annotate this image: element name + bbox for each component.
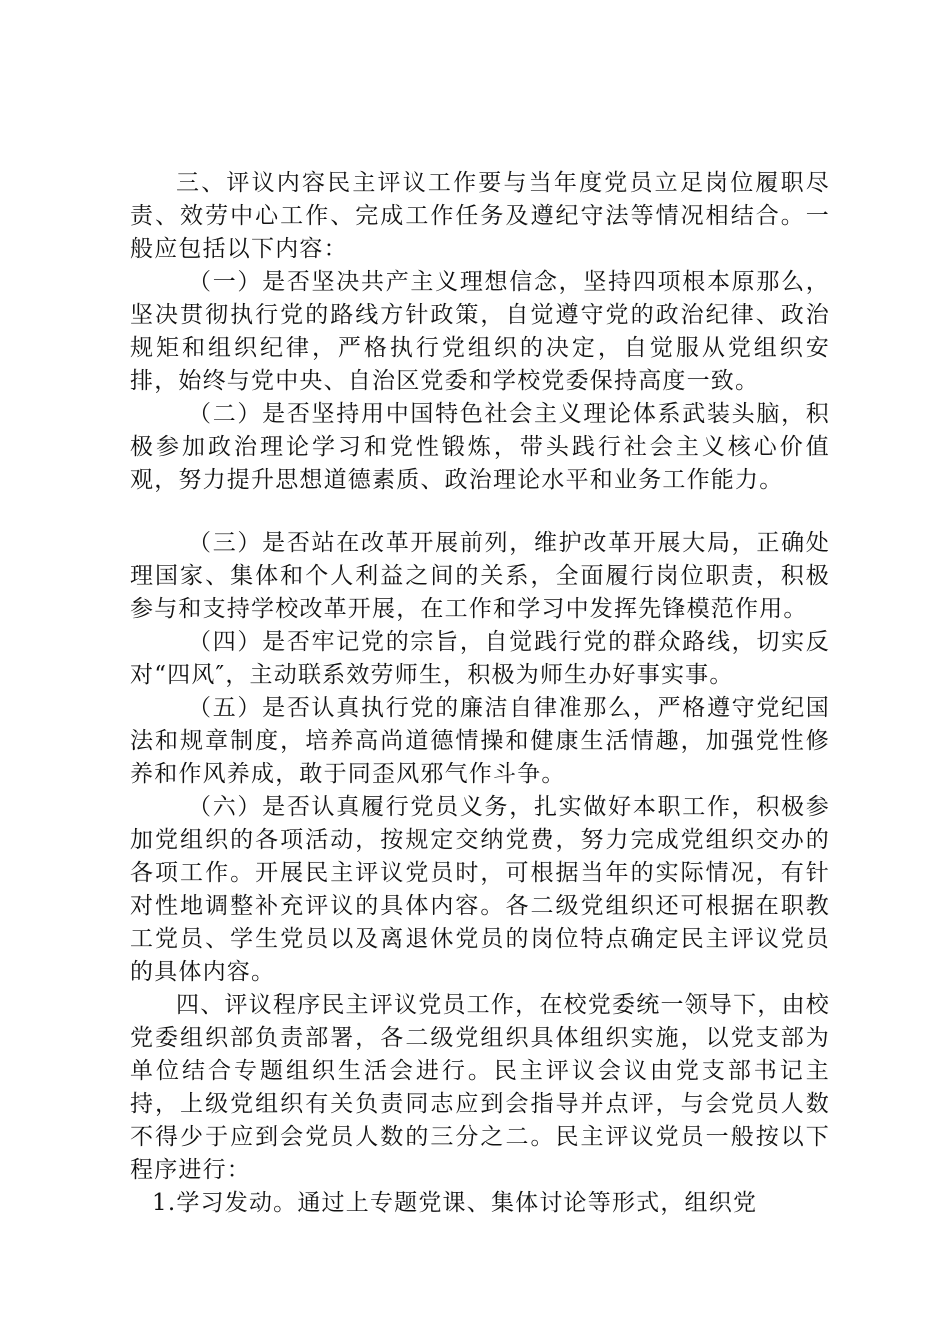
item-five-paragraph: （五）是否认真执行党的廉洁自律准那么，严格遵守党纪国法和规章制度，培养高尚道德情操和健康生活情趣，加强党性修养和作风养成，敢于同歪风邪气作斗争。 <box>130 695 830 787</box>
paragraph-gap <box>130 497 830 527</box>
section-four-paragraph: 四、评议程序民主评议党员工作，在校党委统一领导下，由校党委组织部负责部署，各二级党组织具体组织实施，以党支部为单位结合专题组织生活会进行。民主评议会议由党支部书记主持，上级党组织有关负责同志应到会指导并点评，与会党员人数不得少于应到会党员人数的三分之二。民主评议党员一般按以下程序进行： <box>130 992 830 1183</box>
section-three-paragraph: 三、评议内容民主评议工作要与当年度党员立足岗位履职尽责、效劳中心工作、完成工作任务及遵纪守法等情况相结合。一般应包括以下内容： <box>130 170 830 262</box>
item-one-paragraph: （一）是否坚决共产主义理想信念，坚持四项根本原那么，坚决贯彻执行党的路线方针政策，自觉遵守党的政治纪律、政治规矩和组织纪律，严格执行党组织的决定，自觉服从党组织安排，始终与党中央、自治区党委和学校党委保持高度一致。 <box>130 269 830 394</box>
item-four-paragraph: （四）是否牢记党的宗旨，自觉践行党的群众路线，切实反对“四风″，主动联系效劳师生，积极为师生办好事实事。 <box>130 629 830 688</box>
item-three-paragraph: （三）是否站在改革开展前列，维护改革开展大局，正确处理国家、集体和个人利益之间的关系，全面履行岗位职责，积极参与和支持学校改革开展，在工作和学习中发挥先锋模范作用。 <box>130 530 830 622</box>
step-one-paragraph: 1.学习发动。通过上专题党课、集体讨论等形式，组织党 <box>152 1190 758 1216</box>
item-two-paragraph: （二）是否坚持用中国特色社会主义理论体系武装头脑，积极参加政治理论学习和党性锻炼，带头践行社会主义核心价值观，努力提升思想道德素质、政治理论水平和业务工作能力。 <box>130 401 830 493</box>
item-six-paragraph: （六）是否认真履行党员义务，扎实做好本职工作，积极参加党组织的各项活动，按规定交纳党费，努力完成党组织交办的各项工作。开展民主评议党员时，可根据当年的实际情况，有针对性地调整补充评议的具体内容。各二级党组织还可根据在职教工党员、学生党员以及离退休党员的岗位特点确定民主评议党员的具体内容。 <box>130 794 830 985</box>
document-body <box>130 167 830 1220</box>
